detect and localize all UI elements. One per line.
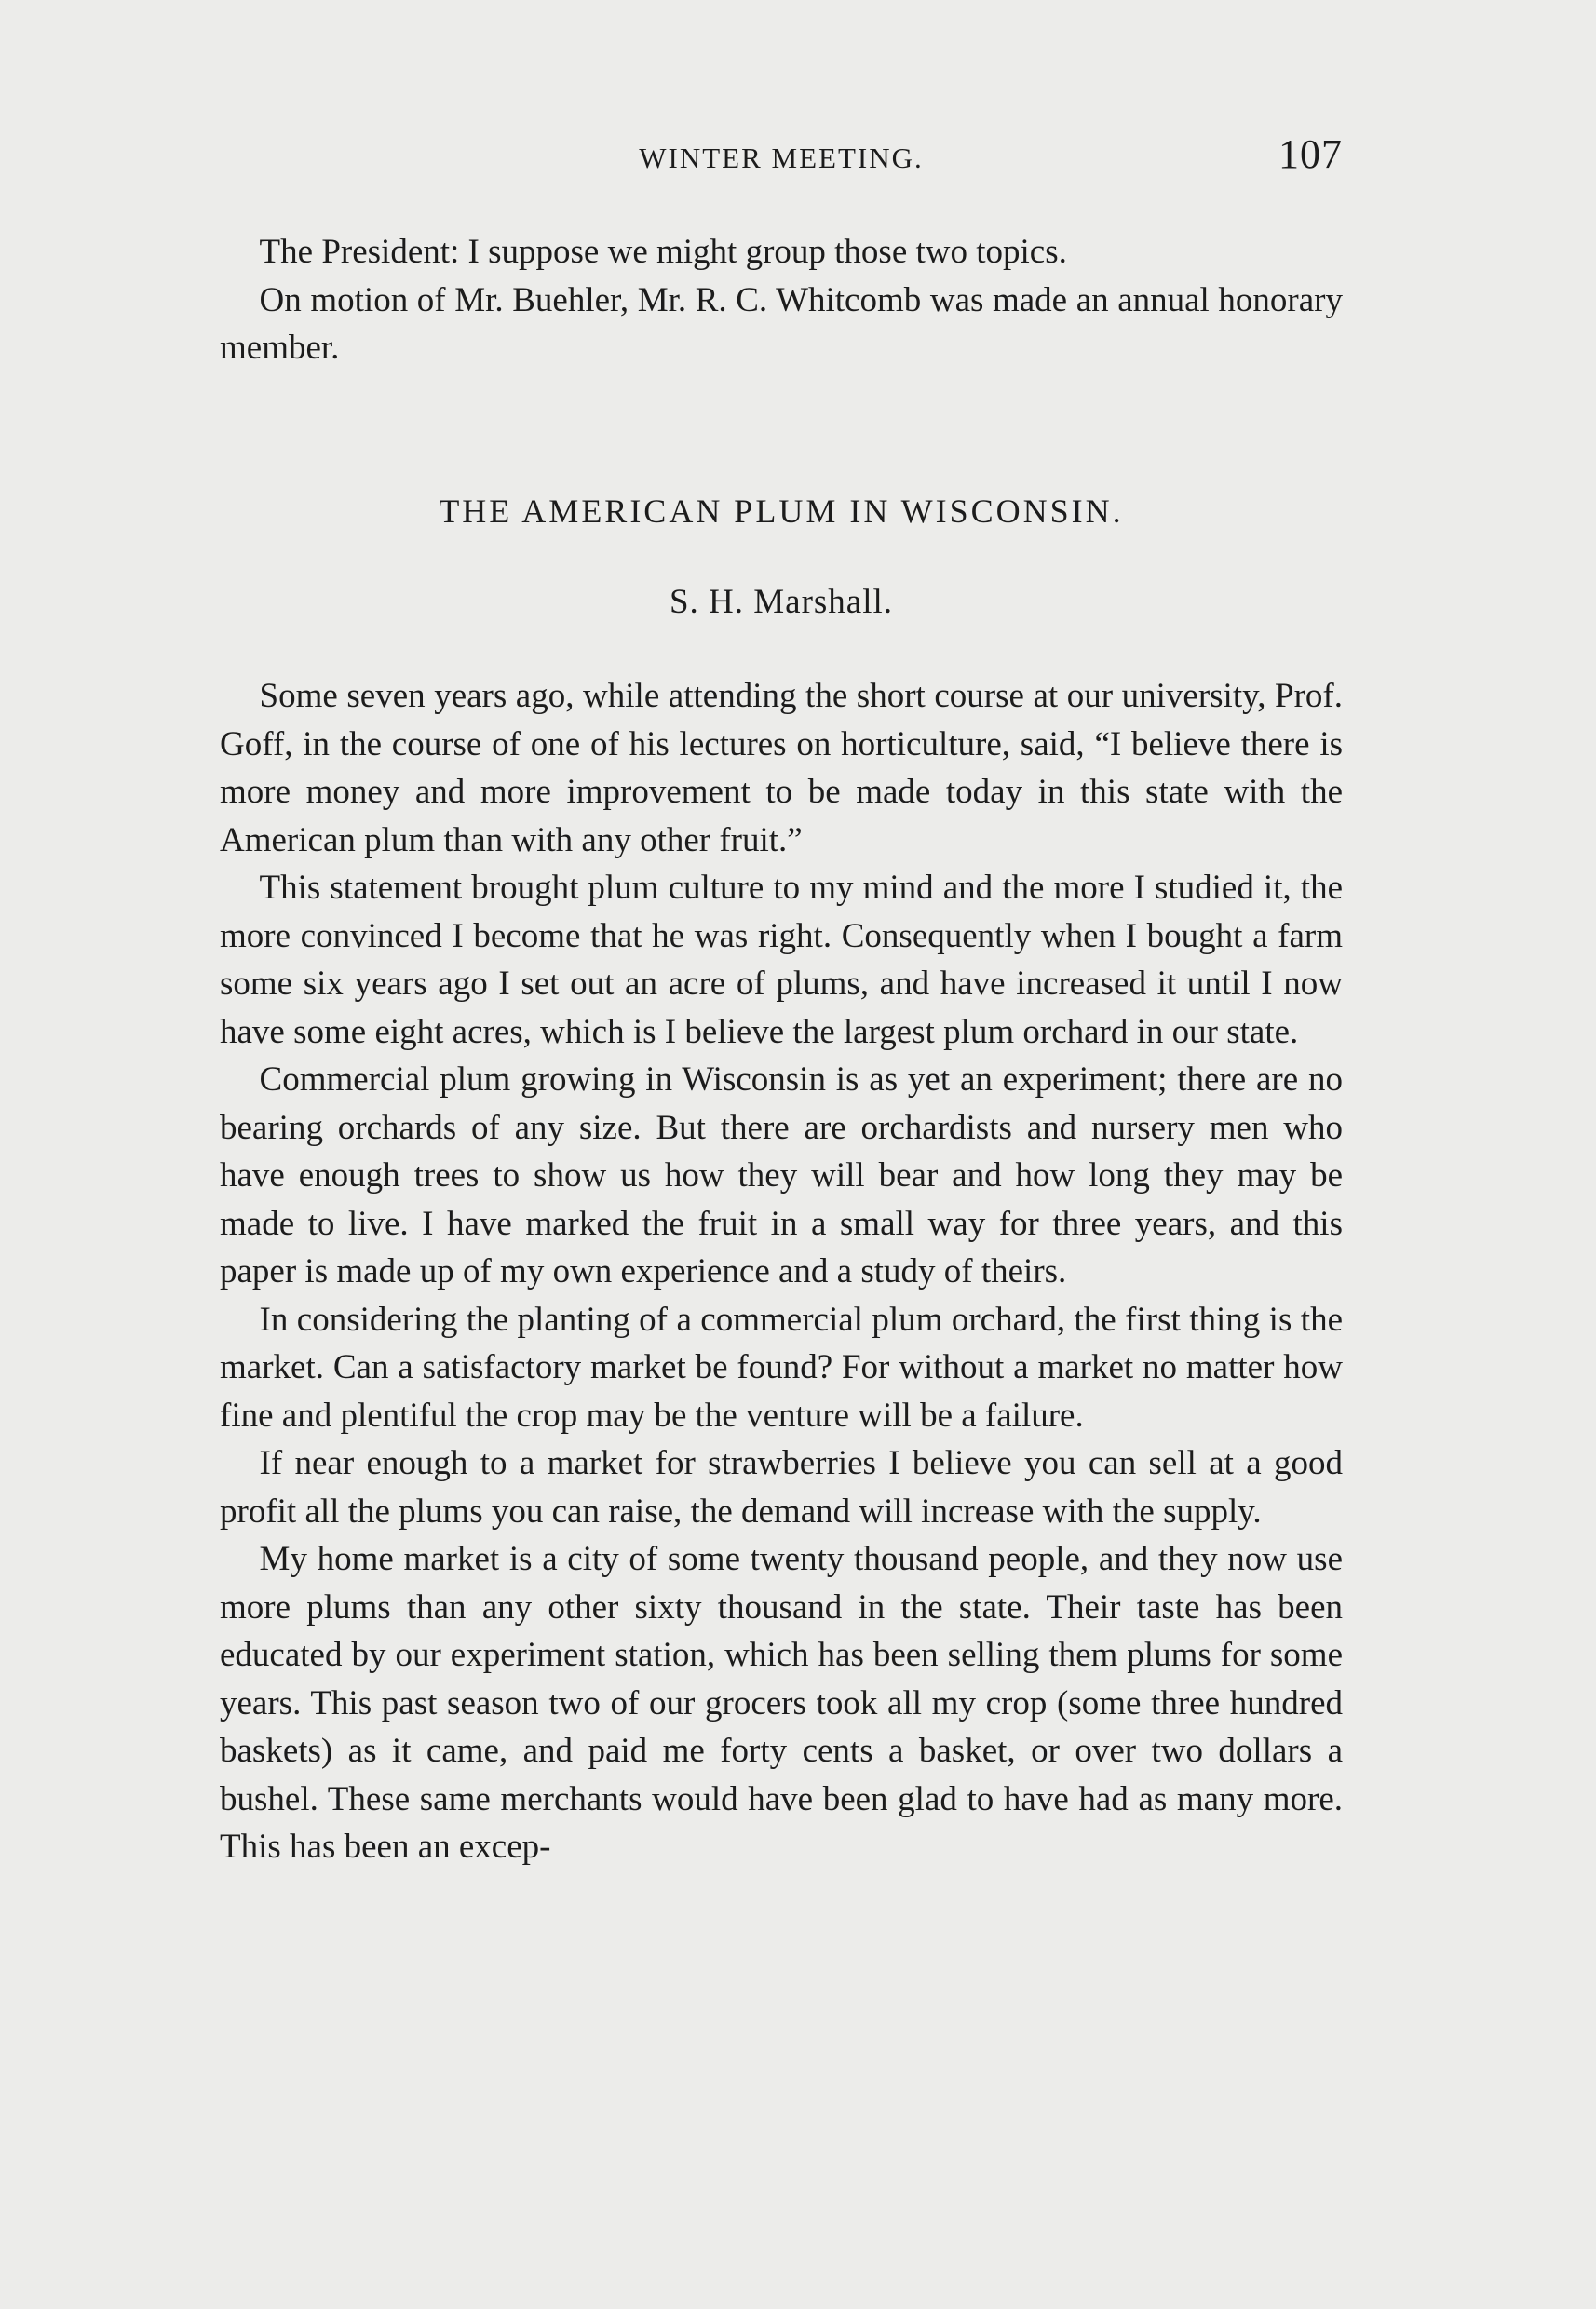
body-paragraph: In considering the planting of a commercial plum orchard, the first thing is the market. Can a satisfactory market be found? For without a market no matter how fine and plentiful the crop may be the venture will be a failure. (220, 1300, 1343, 1435)
page-number: 107 (1278, 131, 1343, 177)
body-paragraph: If near enough to a market for strawberries I believe you can sell at a good profit all the plums you can raise, the demand will increase with the supply. (220, 1444, 1343, 1531)
article-author: S. H. Marshall. (669, 583, 894, 621)
article-body (220, 672, 1343, 1871)
running-header (220, 130, 1343, 186)
intro-paragraph: The President: I suppose we might group those two topics. (259, 233, 1067, 271)
body-paragraph: Some seven years ago, while attending the short course at our university, Prof. Goff, in the course of one of his lectures on horticulture, said, “I believe there is more money and more improvement to be made today in this state with the American plum than with any other fruit.” (220, 677, 1343, 859)
running-title: WINTER MEETING. (639, 142, 924, 174)
intro-section (220, 228, 1343, 372)
article-title: THE AMERICAN PLUM IN WISCONSIN. (439, 493, 1124, 530)
body-paragraph: This statement brought plum culture to my mind and the more I studied it, the more convinced I become that he was right. Consequently when I bought a farm some six years ago I set out an acre of plums, and have increased it until I now have some eight acres, which is I believe the largest plum orchard in our state. (220, 869, 1343, 1051)
intro-paragraph: On motion of Mr. Buehler, Mr. R. C. Whitcomb was made an annual honorary member. (220, 280, 1343, 367)
body-paragraph: My home market is a city of some twenty thousand people, and they now use more plums than any other sixty thousand in the state. Their taste has been educated by our experiment station, which has been selling them plums for some years. This past season two of our grocers took all my crop (some three hundred baskets) as it came, and paid me forty cents a basket, or over two dollars a bushel. These same merchants would have been glad to have had as many more. This has been an excep- (220, 1540, 1343, 1866)
body-paragraph: Commercial plum growing in Wisconsin is as yet an experiment; there are no bearing orchards of any size. But there are orchardists and nursery men who have enough trees to show us how they will bear and how long they may be made to live. I have marked the fruit in a small way for three years, and this paper is made up of my own experience and a study of theirs. (220, 1060, 1343, 1290)
